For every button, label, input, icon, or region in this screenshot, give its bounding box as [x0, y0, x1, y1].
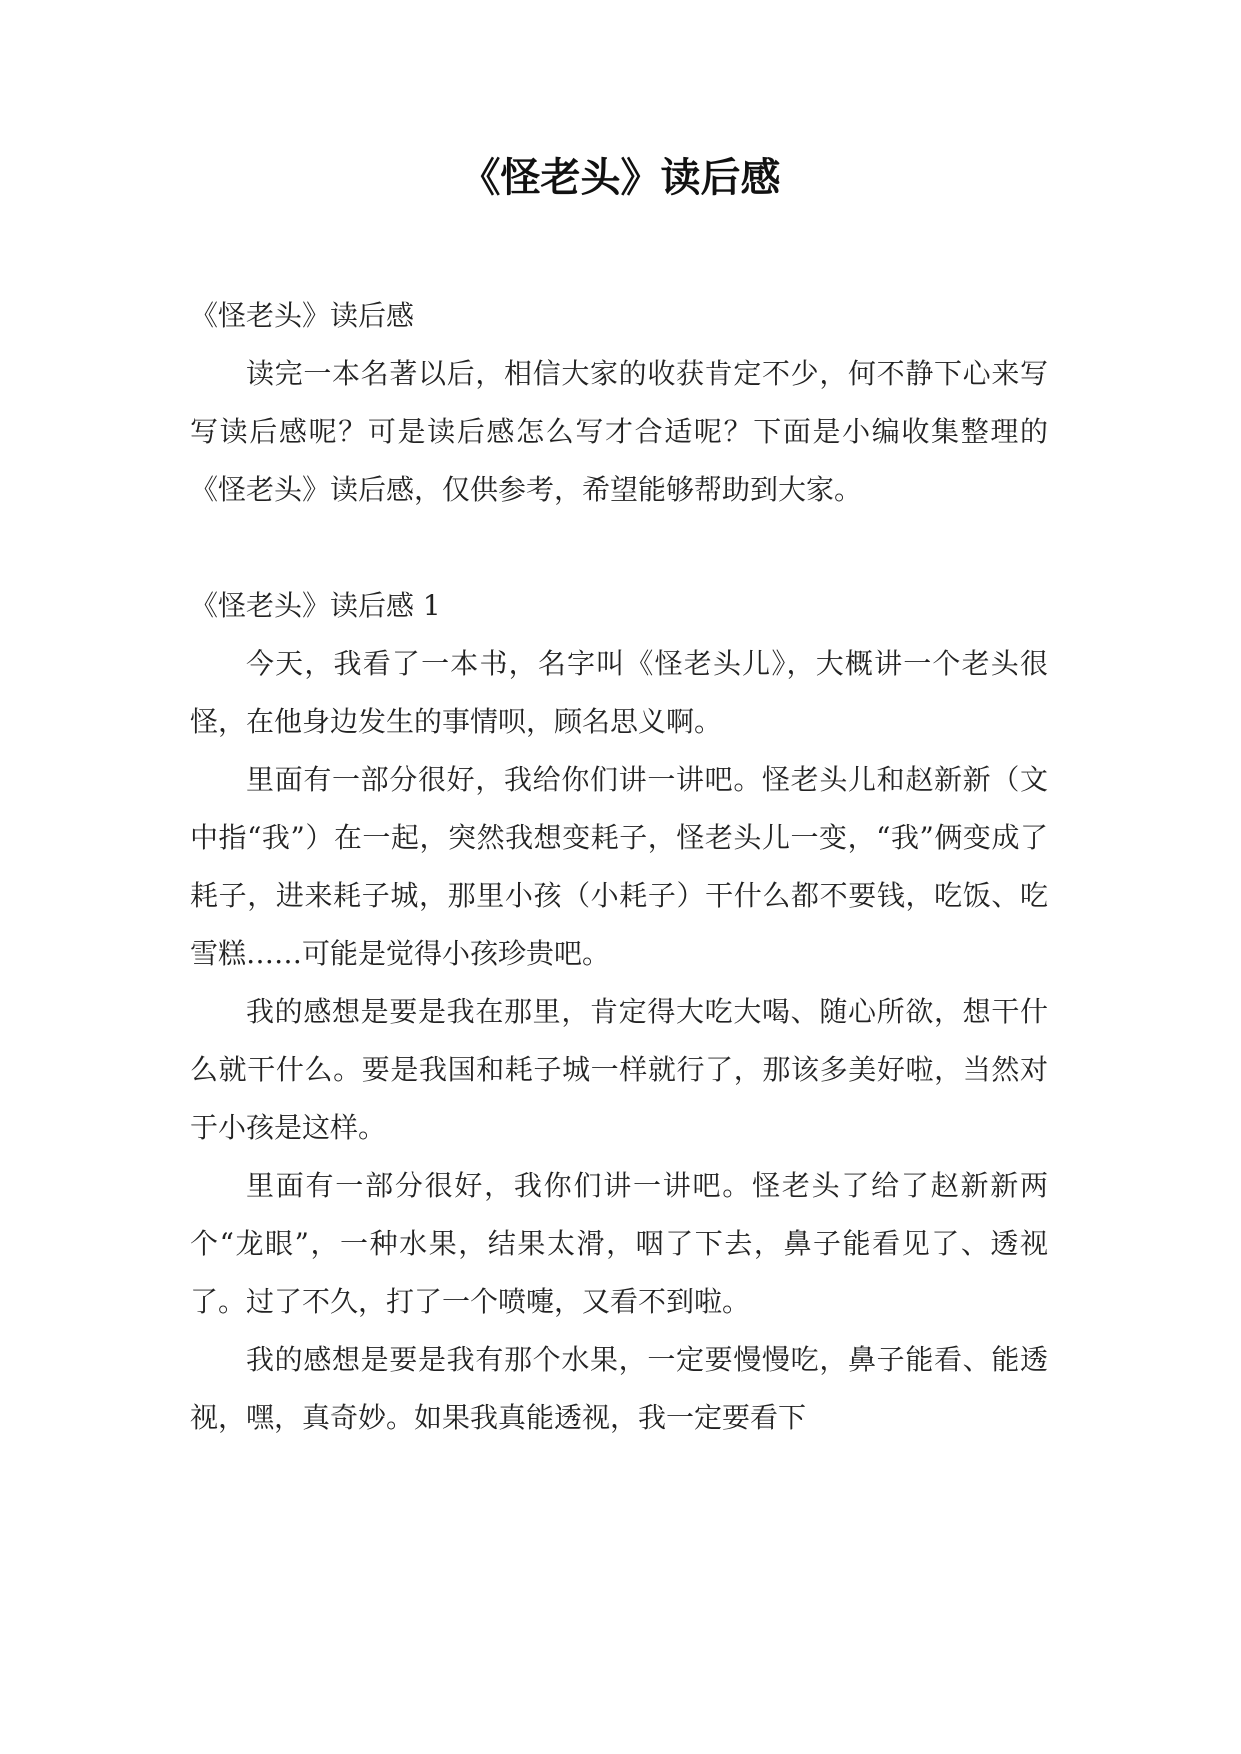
subtitle: 《怪老头》读后感 — [190, 299, 415, 332]
body-paragraph: 我的感想是要是我在那里，肯定得大吃大喝、随心所欲，想干什么就干什么。要是我国和耗子城一样就行了，那该多美好啦，当然对于小孩是这样。 — [190, 995, 1048, 1144]
body-paragraph: 里面有一部分很好，我你们讲一讲吧。怪老头了给了赵新新两个“龙眼”，一种水果，结果太滑，咽了下去，鼻子能看见了、透视了。过了不久，打了一个喷嚏，又看不到啦。 — [190, 1169, 1048, 1318]
section-spacer — [190, 519, 1048, 577]
page-title: 《怪老头》读后感 — [460, 155, 781, 201]
body-paragraph: 我的感想是要是我有那个水果，一定要慢慢吃，鼻子能看、能透视，嘿，真奇妙。如果我真能透视，我一定要看下 — [190, 1343, 1048, 1434]
body-paragraph: 今天，我看了一本书，名字叫《怪老头儿》，大概讲一个老头很怪，在他身边发生的事情呗，顾名思义啊。 — [190, 647, 1048, 738]
body-paragraph: 里面有一部分很好，我给你们讲一讲吧。怪老头儿和赵新新（文中指“我”）在一起，突然我想变耗子，怪老头儿一变，“我”俩变成了耗子，进来耗子城，那里小孩（小耗子）干什么都不要钱，吃饭、吃雪糕……可能是觉得小孩珍贵吧。 — [190, 763, 1048, 970]
intro-paragraph: 读完一本名著以后，相信大家的收获肯定不少，何不静下心来写写读后感呢？可是读后感怎么写才合适呢？下面是小编收集整理的《怪老头》读后感，仅供参考，希望能够帮助到大家。 — [190, 357, 1048, 506]
section-heading: 《怪老头》读后感 1 — [190, 589, 441, 622]
document-body — [190, 287, 1048, 1447]
